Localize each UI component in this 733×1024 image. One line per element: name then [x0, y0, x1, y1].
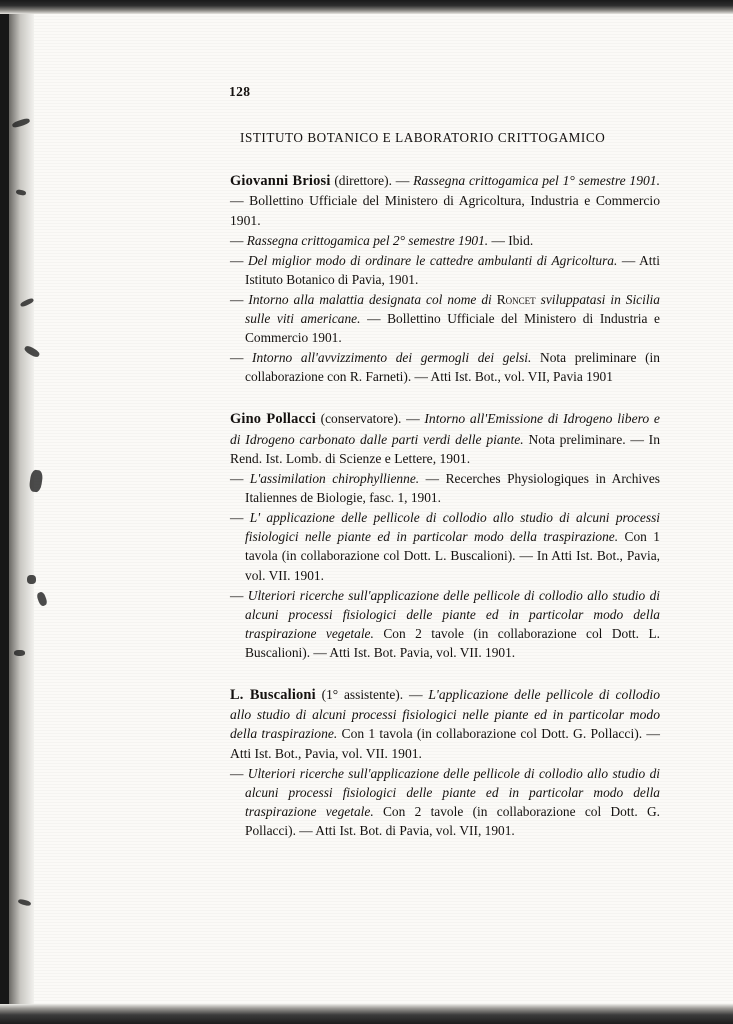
author-name: L. Buscalioni — [230, 686, 316, 703]
subitem-source: Con 1 tavola (in collaborazione col Dott. L. Buscalioni). — In Atti Ist. Bot., Pavia, vol. VII. 1901. — [245, 529, 660, 583]
subitem-title: L'assimilation chirophyllienne. — [249, 471, 420, 487]
scan-left-edge-dark — [0, 0, 9, 1024]
entry-head — [230, 171, 660, 230]
subitem-title: L' applicazione delle pellicole di collodio allo studio di alcuni processi fisiologici nelle piante ed in particolar modo della traspirazione. — [245, 510, 660, 545]
subitem-source: — Recerches Physiologiques in Archives Italiennes de Biologie, fasc. 1, 1901. — [245, 471, 660, 506]
subitem-source: Con 2 tavole (in collaborazione col Dott. G. Pollacci). — Atti Ist. Bot. di Pavia, vol. VII, 1901. — [245, 804, 660, 839]
subitem-title: Rassegna crittogamica pel 2° semestre 1901. — [246, 233, 489, 249]
subitem-title-part-a: Intorno alla malattia designata col nome di — [248, 292, 492, 308]
entry-source: Con 1 tavola (in collaborazione col Dott. G. Pollacci). — Atti Ist. Bot., Pavia, vol. VII. 1901. — [230, 726, 660, 761]
bibliography-entry — [230, 685, 660, 840]
scan-bottom-edge-shadow — [0, 1004, 733, 1024]
entry-source: Nota preliminare. — In Rend. Ist. Lomb. di Scienze e Lettere, 1901. — [230, 431, 661, 467]
entry-subitem: — Ulteriori ricerche sull'applicazione delle pellicole di collodio allo studio di alcuni processi fisiologici delle piante ed in particolar modo della traspirazione vegetale. Con 2 tavole (in collaborazione col Dott. G. Pollacci). — Atti Ist. Bot. di Pavia, vol. VII, 1901. — [230, 766, 660, 839]
subitem-title: Del miglior modo di ordinare le cattedre ambulanti di Agricoltura. — [247, 253, 618, 269]
subitem-source: Nota preliminare (in collaborazione con R. Farneti). — Atti Ist. Bot., vol. VII, Pavia 1901 — [245, 350, 660, 385]
entry-title: Intorno all'Emissione di Idrogeno libero e di Idrogeno carbonato dalle parti verdi delle piante. — [230, 411, 660, 447]
subitem-source: — Ibid. — [491, 233, 534, 249]
scan-artifact-speck — [27, 575, 36, 584]
bibliography-entry — [230, 171, 660, 386]
entry-subitem: — L'assimilation chirophyllienne. — Recerches Physiologiques in Archives Italiennes de Biologie, fasc. 1, 1901. — [230, 471, 660, 506]
author-role: (direttore). — [334, 173, 392, 188]
page-surface — [34, 14, 733, 1004]
bibliography-entry — [230, 409, 660, 661]
entry-subitem: — Ulteriori ricerche sull'applicazione delle pellicole di collodio allo studio di alcuni processi fisiologici delle piante ed in particolar modo della traspirazione vegetale. Con 2 tavole (in collaborazione col Dott. L. Buscalioni). — Atti Ist. Bot. Pavia, vol. VII. 1901. — [230, 587, 660, 660]
subitem-smallcaps-term: Roncet — [496, 292, 536, 308]
entry-head — [230, 409, 660, 468]
subitem-source: Con 2 tavole (in collaborazione col Dott. L. Buscalioni). — Atti Ist. Bot. Pavia, vol. VII. 1901. — [245, 625, 660, 660]
section-heading: ISTITUTO BOTANICO E LABORATORIO CRITTOGAMICO — [240, 130, 606, 145]
entry-source: — Bollettino Ufficiale del Ministero di Agricoltura, Industria e Commercio 1901. — [230, 193, 660, 228]
entry-head — [230, 685, 660, 763]
entry-subitem: — Intorno all'avvizzimento dei germogli dei gelsi. Nota preliminare (in collaborazione con R. Farneti). — Atti Ist. Bot., vol. VII, Pavia 1901 — [230, 350, 660, 385]
subitem-title: Intorno all'avvizzimento dei germogli dei gelsi. — [252, 350, 532, 366]
subitem-source: — Bollettino Ufficiale del Ministero di Industria e Commercio 1901. — [245, 311, 660, 346]
author-role: (conservatore). — [320, 411, 402, 427]
page-number: 128 — [229, 84, 251, 99]
entry-dash: — — [395, 173, 410, 188]
subitem-title: Ulteriori ricerche sull'applicazione delle pellicole di collodio allo studio di alcuni processi fisiologici delle piante ed in particolar modo della traspirazione vegetale. — [245, 766, 660, 820]
author-role: (1° assistente). — [321, 686, 404, 702]
scan-top-edge-shadow — [0, 0, 733, 14]
entry-subitem: — Intorno alla malattia designata col nome di Roncet sviluppatasi in Sicilia sulle viti americane. — Bollettino Ufficiale del Ministero di Industria e Commercio 1901. — [230, 292, 660, 346]
entry-title: Rassegna crittogamica pel 1° semestre 1901. — [413, 173, 660, 188]
entry-subitem: — L' applicazione delle pellicole di collodio allo studio di alcuni processi fisiologici nelle piante ed in particolar modo della traspirazione. Con 1 tavola (in collaborazione col Dott. L. Buscalioni). — In Atti Ist. Bot., Pavia, vol. VII. 1901. — [230, 510, 660, 583]
subitem-title-part-b: sviluppatasi in Sicilia sulle viti americane. — [245, 292, 660, 327]
page-content — [230, 84, 660, 855]
entry-dash: — — [406, 411, 420, 427]
subitem-source: — Atti Istituto Botanico di Pavia, 1901. — [245, 253, 660, 288]
entry-subitem: — Rassegna crittogamica pel 2° semestre 1901. — Ibid. — [230, 233, 534, 249]
author-name: Giovanni Briosi — [230, 173, 331, 189]
scan-artifact-speck — [14, 650, 25, 656]
entry-title: L'applicazione delle pellicole di collodio allo studio di alcuni processi fisiologici nelle piante ed in particolar modo della traspirazione. — [230, 686, 661, 742]
entry-dash: — — [408, 686, 423, 702]
author-name: Gino Pollacci — [230, 411, 316, 428]
entry-subitem: — Del miglior modo di ordinare le cattedre ambulanti di Agricoltura. — Atti Istituto Botanico di Pavia, 1901. — [230, 253, 660, 288]
subitem-title: Ulteriori ricerche sull'applicazione delle pellicole di collodio allo studio di alcuni processi fisiologici delle piante ed in particolar modo della traspirazione vegetale. — [245, 587, 660, 641]
